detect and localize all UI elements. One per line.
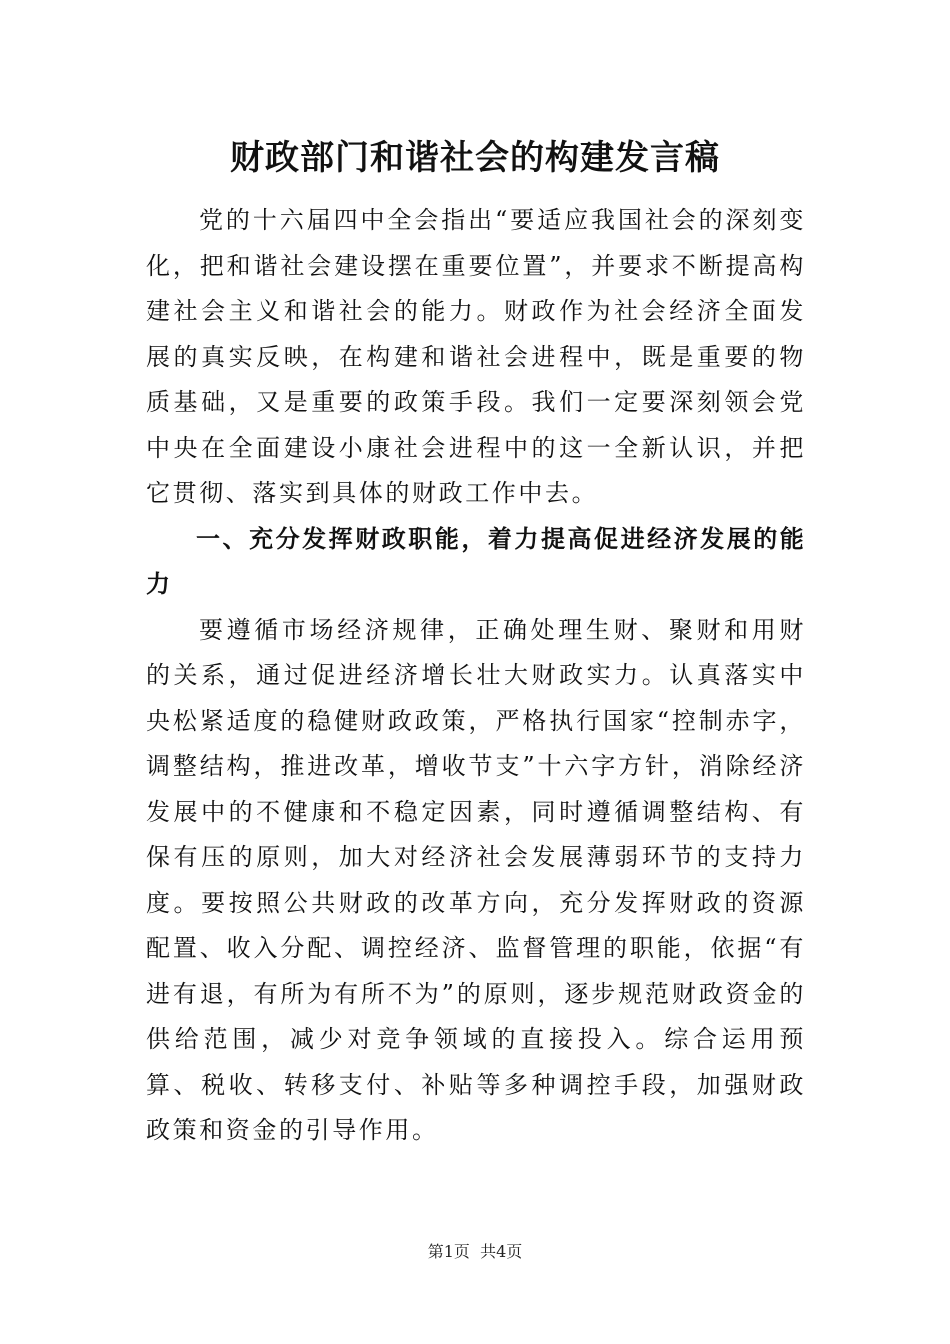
page-number: 第1页 (427, 1242, 470, 1261)
paragraph-section-1: 要遵循市场经济规律，正确处理生财、聚财和用财的关系，通过促进经济增长壮大财政实力。认真落实中央松紧适度的稳健财政政策，严格执行国家“控制赤字，调整结构，推进改革，增收节支”十六字方针，消除经济发展中的不健康和不稳定因素，同时遵循调整结构、有保有压的原则，加大对经济社会发展薄弱环节的支持力度。要按照公共财政的改革方向，充分发挥财政的资源配置、收入分配、调控经济、监督管理的职能，依据“有进有退，有所为有所不为”的原则，逐步规范财政资金的供给范围，减少对竞争领域的直接投入。综合运用预算、税收、转移支付、补贴等多种调控手段，加强财政政策和资金的引导作用。 (146, 615, 806, 1144)
section-heading: 一、充分发挥财政职能，着力提高促进经济发展的能力 (146, 524, 806, 598)
document-body (146, 198, 806, 1154)
page-total: 共4页 (480, 1242, 523, 1261)
document-title: 财政部门和谐社会的构建发言稿 (230, 138, 720, 178)
page-footer (0, 1240, 950, 1264)
paragraph-intro: 党的十六届四中全会指出“要适应我国社会的深刻变化，把和谐社会建设摆在重要位置”，并要求不断提高构建社会主义和谐社会的能力。财政作为社会经济全面发展的真实反映，在构建和谐社会进程中，既是重要的物质基础，又是重要的政策手段。我们一定要深刻领会党中央在全面建设小康社会进程中的这一全新认识，并把它贯彻、落实到具体的财政工作中去。 (146, 206, 806, 507)
